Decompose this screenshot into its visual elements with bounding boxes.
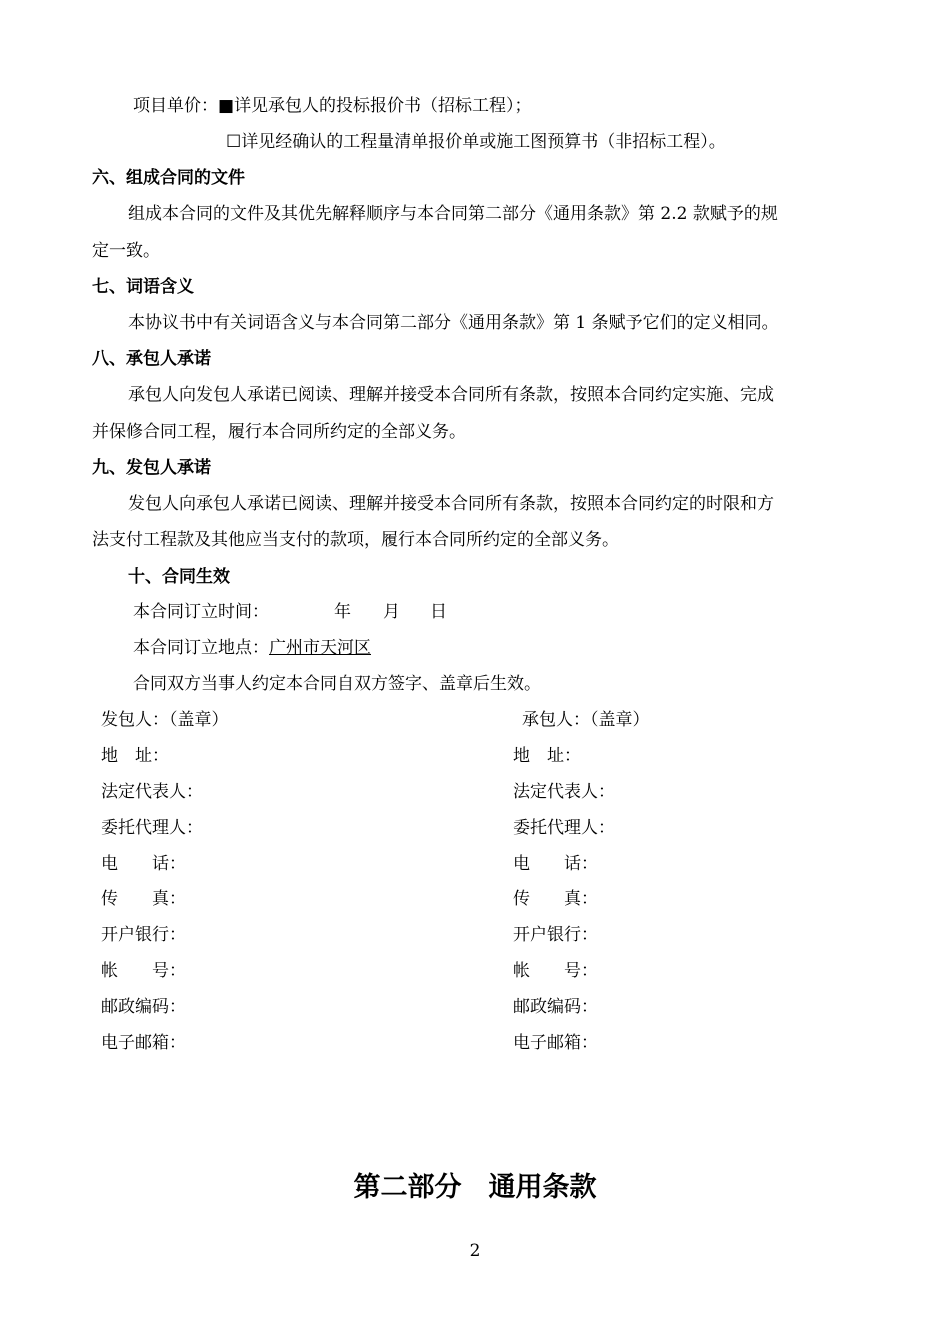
employer-legal-rep-label: 法定代表人：	[101, 782, 203, 802]
section-6-heading: 六、组成合同的文件	[92, 168, 245, 188]
contractor-phone-label: 电 话：	[513, 854, 598, 874]
section-8-text-1: 承包人向发包人承诺已阅读、理解并接受本合同所有条款，按照本合同约定实施、完成	[128, 385, 774, 405]
contract-place-value: 广州市天河区	[269, 638, 371, 658]
part-two-title: 第二部分 通用条款	[353, 1172, 597, 1203]
checkbox-checked-icon[interactable]: ■	[218, 96, 235, 116]
section-7-heading: 七、词语含义	[92, 277, 194, 297]
page-number: 2	[469, 1241, 481, 1261]
employer-postcode-label: 邮政编码：	[101, 997, 186, 1017]
contract-month: 月	[383, 602, 400, 622]
contract-day: 日	[430, 602, 447, 622]
employer-address-label: 地 址：	[101, 746, 169, 766]
contract-place-label: 本合同订立地点：	[133, 638, 269, 658]
contractor-legal-rep-label: 法定代表人：	[513, 782, 615, 802]
section-9-heading: 九、发包人承诺	[92, 458, 211, 478]
section-8-heading: 八、承包人承诺	[92, 349, 211, 369]
section-10-heading: 十、合同生效	[128, 567, 230, 587]
section-7-text-1: 本协议书中有关词语含义与本合同第二部分《通用条款》第 1 条赋予它们的定义相同。	[128, 313, 779, 333]
section-6-text-1: 组成本合同的文件及其优先解释顺序与本合同第二部分《通用条款》第 2.2 款赋予的规	[128, 204, 778, 224]
contractor-email-label: 电子邮箱：	[513, 1033, 598, 1053]
unit-price-option-1: 详见承包人的投标报价书（招标工程）；	[234, 96, 532, 116]
section-9-text-1: 发包人向承包人承诺已阅读、理解并接受本合同所有条款，按照本合同约定的时限和方	[128, 494, 774, 514]
contract-year: 年	[334, 602, 351, 622]
section-8-text-2: 并保修合同工程，履行本合同所约定的全部义务。	[92, 422, 466, 442]
checkbox-unchecked-icon[interactable]: ☐	[226, 132, 242, 152]
employer-bank-label: 开户银行：	[101, 925, 186, 945]
employer-phone-label: 电 话：	[101, 854, 186, 874]
contract-effect-text: 合同双方当事人约定本合同自双方签字、盖章后生效。	[133, 674, 541, 694]
contractor-seal-title: 承包人：（盖章）	[522, 710, 650, 730]
contract-place-line	[133, 637, 371, 659]
section-6-text-2: 定一致。	[92, 241, 160, 261]
contract-time-label: 本合同订立时间：	[133, 602, 269, 622]
contractor-address-label: 地 址：	[513, 746, 581, 766]
employer-seal-title: 发包人：（盖章）	[101, 710, 229, 730]
unit-price-label: 项目单价：	[133, 96, 218, 116]
employer-account-label: 帐 号：	[101, 961, 186, 981]
contractor-fax-label: 传 真：	[513, 889, 598, 909]
employer-fax-label: 传 真：	[101, 889, 186, 909]
employer-agent-label: 委托代理人：	[101, 818, 203, 838]
employer-email-label: 电子邮箱：	[101, 1033, 186, 1053]
unit-price-option-2: 详见经确认的工程量清单报价单或施工图预算书（非招标工程）。	[241, 132, 726, 152]
contractor-bank-label: 开户银行：	[513, 925, 598, 945]
unit-price-line-1	[133, 95, 532, 117]
contractor-postcode-label: 邮政编码：	[513, 997, 598, 1017]
contractor-agent-label: 委托代理人：	[513, 818, 615, 838]
contractor-account-label: 帐 号：	[513, 961, 598, 981]
unit-price-line-2	[226, 131, 726, 153]
section-9-text-2: 法支付工程款及其他应当支付的款项，履行本合同所约定的全部义务。	[92, 530, 619, 550]
